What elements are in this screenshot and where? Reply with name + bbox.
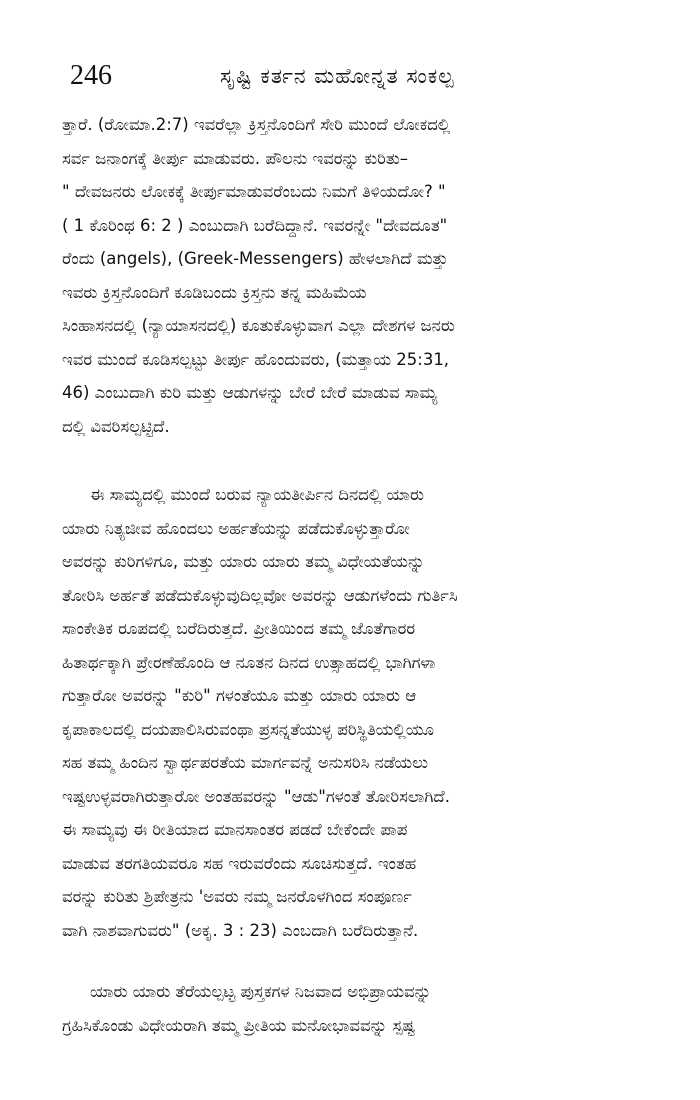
text-line: ಅವರನ್ನು ಕುರಿಗಳಿಗೂ, ಮತ್ತು ಯಾರು ಯಾರು ತಮ್ಮ ವಿಧೇಯತೆಯನ್ನು [62,552,425,571]
text-line: ಈ ಸಾಮ್ಯದಲ್ಲಿ ಮುಂದೆ ಬರುವ ನ್ಯಾಯತೀರ್ಪಿನ ದಿನದಲ್ಲಿ ಯಾರು [90,485,424,504]
text-line: ತೋರಿಸಿ ಅರ್ಹತೆ ಪಡೆದುಕೊಳ್ಳುವುದಿಲ್ಲವೋ ಅವರನ್ನು ಆಡುಗಳೆಂದು ಗುರ್ತಿಸಿ [62,585,458,605]
text-line: ವಾಗಿ ನಾಶವಾಗುವರು" (ಅಕೃ. 3 : 23) ಎಂಬದಾಗಿ ಬರೆದಿರುತ್ತಾನೆ. [62,920,419,940]
text-line: " ದೇವಜನರು ಲೋಕಕ್ಕೆ ತೀರ್ಪುಮಾಡುವರೆಂಬದು ನಿಮಗೆ ತಿಳಿಯದೋ? " [62,182,446,201]
text-line: ಸಿಂಹಾಸನದಲ್ಲಿ (ನ್ಯಾಯಾಸನದಲ್ಲಿ) ಕೂತುಕೊಳ್ಳುವಾಗ ಎಲ್ಲಾ ದೇಶಗಳ ಜನರು [62,316,455,335]
page-number: 246 [70,60,112,91]
text-line: ರೆಂದು (angels), (Greek-Messengers) ಹೇಳಲಾಗಿದೆ ಮತ್ತು [62,249,448,268]
text-line: ವರನ್ನು ಕುರಿತು ಶ್ರಿಪೇತ್ರನು 'ಅವರು ನಮ್ಮ ಜನರೊಳಗಿಂದ ಸಂಪೂರ್ಣ [62,887,412,906]
paragraph-2 [62,478,672,947]
text-line: ಹಿತಾರ್ಥಕ್ಕಾಗಿ ಪ್ರೇರಣೆಹೊಂದಿ ಆ ನೂತನ ದಿನದ ಉತ್ಸಾಹದಲ್ಲಿ ಭಾಗಿಗಳಾ [62,652,436,672]
running-title: ಸೃಷ್ಟಿ ಕರ್ತನ ಮಹೋನ್ನತ ಸಂಕಲ್ಪ [220,64,455,88]
text-line: ಮಾಡುವ ತರಗತಿಯವರೂ ಸಹ ಇರುವರೆಂದು ಸೂಚಿಸುತ್ತದೆ. ಇಂತಹ [62,853,417,873]
text-line: ಸಾಂಕೇತಿಕ ರೂಪದಲ್ಲಿ ಬರೆದಿರುತ್ತದೆ. ಪ್ರೀತಿಯಿಂದ ತಮ್ಮ ಜೊತೆಗಾರರ [62,619,416,638]
page-header [70,58,670,94]
paragraph-3 [62,975,672,1042]
paragraph-1 [62,108,672,443]
text-line: ಯಾರು ನಿತ್ಯಜೀವ ಹೊಂದಲು ಅರ್ಹತೆಯನ್ನು ಪಡೆದುಕೊಳ್ಳುತ್ತಾರೋ [62,518,410,538]
text-line: ಇವರ ಮುಂದೆ ಕೂಡಿಸಲ್ಪಟ್ಟು ತೀರ್ಪು ಹೊಂದುವರು, (ಮತ್ತಾಯ 25:31, [62,349,450,369]
text-line: ಗ್ರಹಿಸಿಕೊಂಡು ವಿಧೇಯರಾಗಿ ತಮ್ಮ ಪ್ರೀತಿಯ ಮನೋಭಾವವನ್ನು ಸ್ಪಷ್ಟ [62,1015,415,1035]
text-line: ( 1 ಕೊರಿಂಥ 6: 2 ) ಎಂಬುದಾಗಿ ಬರೆದಿದ್ದಾನೆ. ಇವರನ್ನೇ "ದೇವದೂತ" [62,215,448,235]
text-line: ಗುತ್ತಾರೋ ಅವರನ್ನು "ಕುರಿ" ಗಳಂತೆಯೂ ಮತ್ತು ಯಾರು ಯಾರು ಆ [62,686,417,705]
text-line: ತ್ತಾರೆ. (ರೋಮಾ.2:7) ಇವರೆಲ್ಲಾ ಕ್ರಿಸ್ತನೊಂದಿಗೆ ಸೇರಿ ಮುಂದೆ ಲೋಕದಲ್ಲಿ [62,115,451,134]
text-line: ಇವರು ಕ್ರಿಸ್ತನೊಂದಿಗೆ ಕೂಡಿಬಂದು ಕ್ರಿಸ್ತನು ತನ್ನ ಮಹಿಮೆಯ [62,282,367,302]
text-line: 46) ಎಂಬುದಾಗಿ ಕುರಿ ಮತ್ತು ಆಡುಗಳನ್ನು ಬೇರೆ ಬೇರೆ ಮಾಡುವ ಸಾಮ್ಯ [62,383,438,402]
text-line: ಕೃಪಾಕಾಲದಲ್ಲಿ ದಯಪಾಲಿಸಿರುವಂಥಾ ಪ್ರಸನ್ನತೆಯುಳ್ಳ ಪರಿಸ್ಥಿತಿಯಲ್ಲಿಯೂ [62,719,435,739]
text-line: ದಲ್ಲಿ ವಿವರಿಸಲ್ಪಟ್ಟಿದೆ. [62,416,170,436]
text-line: ಸಹ ತಮ್ಮ ಹಿಂದಿನ ಸ್ವಾರ್ಥಪರತೆಯ ಮಾರ್ಗವನ್ನೆ ಅನುಸರಿಸಿ ನಡೆಯಲು [62,753,429,772]
text-line: ಇಷ್ಟಉಳ್ಳವರಾಗಿರುತ್ತಾರೋ ಅಂತಹವರನ್ನು "ಆಡು"ಗಳಂತೆ ತೋರಿಸಲಾಗಿದೆ. [62,786,450,806]
text-line: ಸರ್ವ ಜನಾಂಗಕ್ಕೆ ತೀರ್ಪು ಮಾಡುವರು. ಪೌಲನು ಇವರನ್ನು ಕುರಿತು– [62,148,409,168]
text-line: ಯಾರು ಯಾರು ತೆರೆಯಲ್ಪಟ್ಟ ಪುಸ್ತಕಗಳ ನಿಜವಾದ ಅಭಿಪ್ರಾಯವನ್ನು [90,982,432,1001]
text-line: ಈ ಸಾಮ್ಯವು ಈ ರೀತಿಯಾದ ಮಾನಸಾಂತರ ಪಡದೆ ಬೇಕೆಂದೇ ಪಾಪ [62,820,408,839]
